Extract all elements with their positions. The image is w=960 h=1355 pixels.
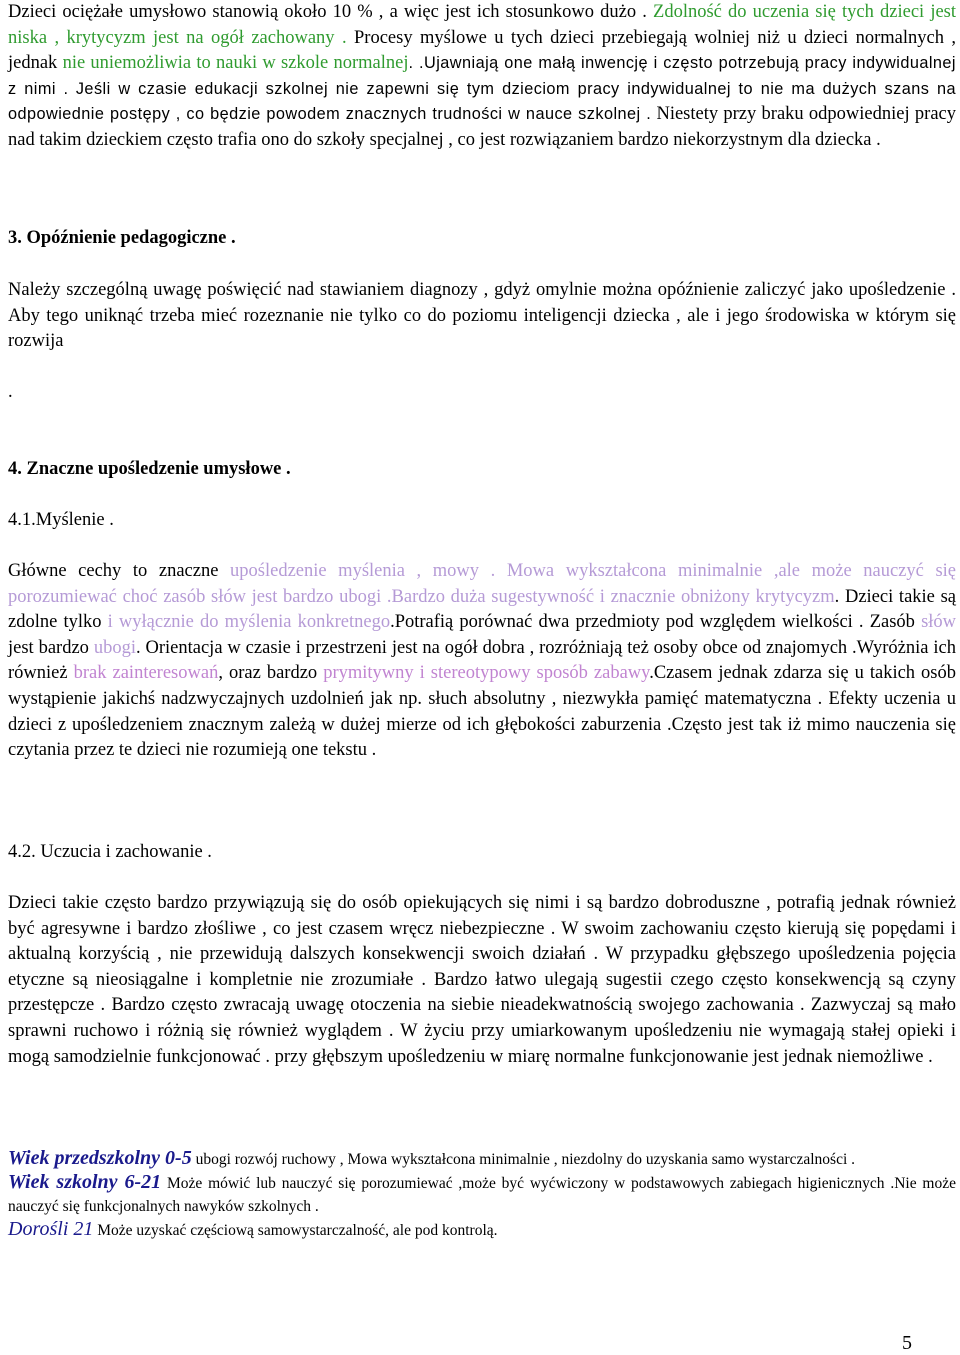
subsection-4-2-heading: 4.2. Uczucia i zachowanie . — [8, 842, 212, 862]
p1-o: .Czasem jednak zdarza się u takich osób wystąpienie jakichś nadzwyczajnych uzdolnień jak np. słuch absolutny , niezwykła pamięć matematyczna . Efekty uczenia u dzieci z upośledzeniem znacznym zależą w dużej mierze od ich głębokości zaburzenia .Często jest tak iż mimo nauczenia się czytania przez te dzieci nie rozumieją one tekstu . — [8, 663, 957, 761]
age-preschool-text: ubogi rozwój ruchowy , Mowa wykształcona minimalnie , niezdolny do uzyskania samo wystarczalności . — [195, 1151, 856, 1168]
subsection-4-1 — [8, 508, 956, 534]
intro-s3: Procesy myślowe u tych dzieci przebiegają wolniej niż u dzieci normalnych , jednak — [8, 27, 956, 74]
intro-paragraph — [8, 0, 956, 154]
age-preschool-label: Wiek przedszkolny 0-5 — [8, 1147, 192, 1169]
intro-s6: Niestety przy braku odpowiedniej pracy nad takim dzieckiem często trafia ono do szkoły specjalnej , co jest rozwiązaniem bardzo niekorzystnym dla dziecka . — [8, 104, 956, 150]
intro-s1: Dzieci ociężałe umysłowo stanowią około 10 % , a więc jest ich stosunkowo dużo . — [8, 2, 647, 22]
subsection-4-2-paragraph: Dzieci takie często bardzo przywiązują się do osób opiekujących się nimi i są bardzo dobroduszne , potrafią jednak również być agresywne i bardzo złośliwe , co jest czasem wręcz niebezpieczne . W swoim zachowaniu często kierują się popędami i aktualną korzyścią , nie przewidują dalszych konsekwencji swoich działań . W przypadku głębszego upośledzenia pojęcia etyczne są nieosiągalne i kompletnie nie zrozumiałe . Bardzo łatwo ulegają sugestii czego często konsekwencją są czyny przestępcze . Bardzo często zwracają uwagę otoczenia na siebie nieadekwatnością swojego zachowania . Zazwyczaj są mało sprawni ruchowo i różnią się również wyglądem . W życiu przy umiarkowanym upośledzeniu nie wymagają stałej opieki i mogą samodzielnie funkcjonować . przy głębszym upośledzeniu w miarę normalne funkcjonowanie jest jednak niemożliwe . — [8, 893, 956, 1067]
page-number: 5 — [902, 1332, 912, 1354]
intro-s5: Jeśli w czasie edukacji szkolnej nie zapewni się tym dzieciom pracy indywidualnej to nie ma dużych szans na odpowiednie postępy , co będzie powodem znacznych trudności w nauce szkolnej . — [8, 79, 956, 124]
age-adult-label: Dorośli 21 — [8, 1218, 94, 1240]
dot-line: . — [8, 382, 13, 402]
subsection-4-1-body — [8, 559, 956, 764]
section-3-paragraph: Należy szczególną uwagę poświęcić nad stawianiem diagnozy , gdyż omylnie można opóźnienie zaliczyć jako upośledzenie . Aby tego uniknąć trzeba mieć rozeznanie nie tylko co do poziomu inteligencji dziecka , ale i jego środowiska w którym się rozwija — [8, 280, 956, 352]
age-adult — [8, 1218, 956, 1242]
age-school — [8, 1171, 956, 1218]
section-3-body — [8, 278, 956, 355]
subsection-4-1-heading: 4.1.Myślenie . — [8, 510, 114, 530]
p1-n-highlight: prymitywny i stereotypowy sposób zabawy — [323, 663, 650, 684]
p1-d-highlight: Bardzo duża sugestywność i znacznie obniżony krytycyzm — [391, 586, 835, 607]
p1-f-highlight: i wyłącznie do myślenia konkretnego — [107, 612, 391, 633]
section-3-dot — [8, 380, 956, 406]
subsection-4-2 — [8, 840, 956, 866]
p1-a: Główne cechy to znaczne — [8, 561, 219, 581]
p1-c-highlight: Mowa wykształcona minimalnie ,ale może nauczyć się porozumiewać choć zasób słów jest bardzo ubogi . — [8, 561, 956, 607]
p1-k: . Orientacja w czasie i przestrzeni jest na ogół dobra , rozróżniają też osoby obce od znajomych .Wyróżnia ich również — [8, 637, 956, 684]
p1-g: .Potrafią porównać dwa przedmioty pod względem wielkości . Zasób — [390, 612, 915, 633]
intro-s4: . .Ujawniają one małą inwencję i często potrzebują pracy indywidualnej z nimi . — [8, 54, 956, 98]
p1-e: . Dzieci takie są zdolne tylko — [8, 586, 956, 633]
age-school-label: Wiek szkolny 6-21 — [8, 1171, 162, 1193]
age-school-text: Może mówić lub nauczyć się porozumiewać ,może być wyćwiczony w podstawowych zabiegach higienicznych .Nie może nauczyć się funkcjonalnych nawyków szkolnych . — [8, 1175, 957, 1215]
age-adult-text: Może uzyskać częściową samowystarczalność, ale pod kontrolą. — [97, 1222, 498, 1239]
intro-s3-highlight: nie uniemożliwia to nauki w szkole normalnej — [62, 53, 409, 74]
section-3-heading: 3. Opóźnienie pedagogiczne . — [8, 228, 236, 248]
p1-m: , oraz bardzo — [218, 663, 318, 684]
p1-j-highlight: ubogi — [93, 637, 136, 658]
intro-s2-highlight: Zdolność do uczenia się tych dzieci jest niska , krytycyzm jest na ogół zachowany . — [8, 2, 957, 48]
section-4 — [8, 457, 956, 483]
section-4-heading: 4. Znaczne upośledzenie umysłowe . — [8, 459, 291, 479]
p1-i: jest bardzo — [8, 637, 89, 658]
section-3 — [8, 226, 956, 252]
p1-b-highlight: upośledzenie myślenia , mowy . — [230, 561, 496, 581]
p1-l-highlight: brak zainteresowań — [73, 663, 219, 684]
age-groups — [8, 1147, 956, 1242]
age-preschool — [8, 1147, 956, 1171]
subsection-4-2-body — [8, 891, 956, 1070]
p1-h-highlight: słów — [921, 612, 957, 633]
